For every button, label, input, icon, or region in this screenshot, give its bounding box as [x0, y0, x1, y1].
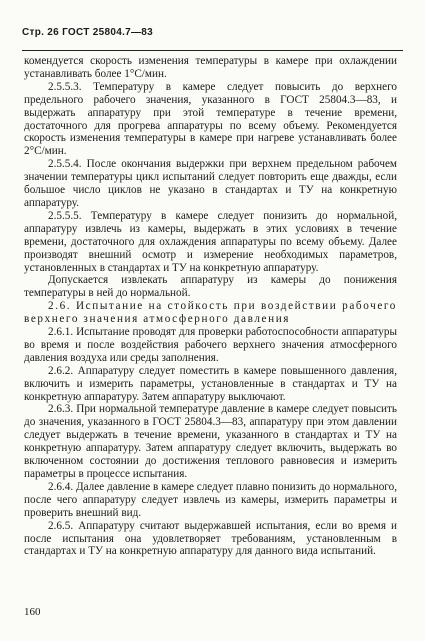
paragraph-2-5-5-5: 2.5.5.5. Температуру в камере следует понизить до нормальной, аппаратуру извлечь из камеры, выдержать в этих условиях в течение времени, достаточного для охлаждения аппаратуры по всему объему. Далее производят внешний осмотр и измерение необходимых параметров, установленных в стандартах и ТУ на конкретную аппаратуру. [24, 209, 397, 274]
paragraph-2-6-4: 2.6.4. Далее давление в камере следует плавно понизить до нормального, после чего аппаратуру следует извлечь из камеры, измерить параметры и проверить внешний вид. [24, 480, 397, 519]
header-rule [22, 50, 403, 51]
paragraph-2-5-5-4: 2.5.5.4. После окончания выдержки при верхнем предельном рабочем значении температуры цикл испытаний следует повторить еще дважды, если большое число циклов не указано в стандартах и ТУ на конкретную аппаратуру. [24, 158, 397, 209]
page-number: 160 [24, 606, 41, 618]
page-header: Стр. 26 ГОСТ 25804.7—83 [22, 27, 154, 38]
document-body [24, 55, 397, 558]
paragraph-continuation: комендуется скорость изменения температуры в камере при охлаждении устанавливать более 1°С/мин. [24, 55, 397, 80]
paragraph-2-5-5-3: 2.5.5.3. Температуру в камере следует повысить до верхнего предельного рабочего значения, указанного в ГОСТ 25804.3—83, и выдержать аппаратуру при этой температуре в течение времени, достаточного для прогрева аппаратуры по всему объему. Рекомендуется скорость изменения температуры в камере при нагреве устанавливать более 2°С/мин. [24, 80, 397, 158]
paragraph-2-6-3: 2.6.3. При нормальной температуре давление в камере следует повысить до значения, указанного в ГОСТ 25804.3—83, аппаратуру при этом давлении следует выдержать в течение времени, указанного в стандартах и ТУ на конкретную аппаратуру. Затем аппаратуру следует включить, выдержать во включенном состоянии до достижения теплового равновесия и измерить параметры в процессе испытания. [24, 403, 397, 480]
section-heading-2-6: 2.6. Испытание на стойкость при воздействии рабочего верхнего значения атмосферного давления [24, 300, 397, 326]
paragraph-2-6-1: 2.6.1. Испытание проводят для проверки работоспособности аппаратуры во время и после воздействия рабочего верхнего значения атмосферного давления воздуха или среды заполнения. [24, 326, 397, 364]
paragraph-2-6-5: 2.6.5. Аппаратуру считают выдержавшей испытания, если во время и после испытания она удовлетворяет требованиям, установленным в стандартах и ТУ на конкретную аппаратуру для данного вида испытаний. [24, 519, 397, 558]
paragraph-note: Допускается извлекать аппаратуру из камеры до понижения температуры в ней до нормальной. [24, 274, 397, 300]
paragraph-2-6-2: 2.6.2. Аппаратуру следует поместить в камере повышенного давления, включить и измерить параметры, установленные в стандартах и ТУ на конкретную аппаратуру. Затем аппаратуру выключают. [24, 364, 397, 403]
